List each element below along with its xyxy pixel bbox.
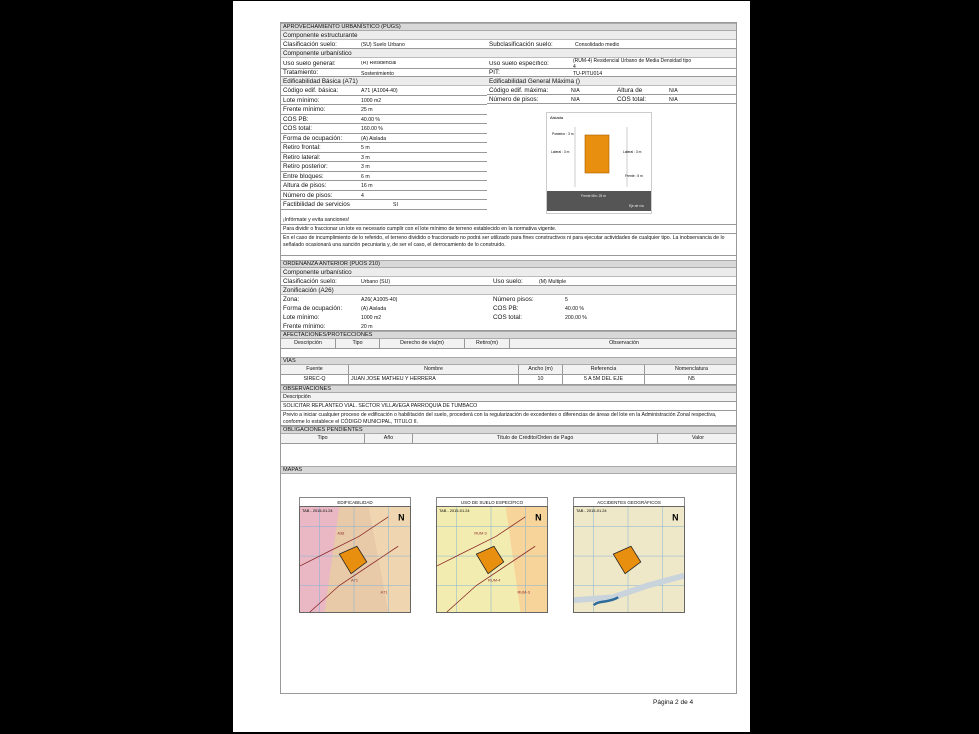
basica-value: 3 m	[361, 154, 370, 161]
pisos-max-row	[487, 95, 737, 104]
diagram-aislada-label: Aislada	[550, 115, 564, 120]
col-descripcion: Descripción	[283, 394, 311, 400]
table-row	[281, 153, 487, 163]
basica-label: COS total:	[283, 125, 313, 132]
note-text: En el caso de incumplimiento de lo referido, el terreno dividido o fraccionado no podrá ser utilizado para fines constructivos ni para ejecutar actividades de cualquier tipo. La inobservancia de lo señalado ocasionará una sanción pecuniaria y, de ser el caso, el derrocamiento de lo construido.	[283, 235, 725, 248]
table-row	[281, 115, 487, 125]
section-title: OBSERVACIONES	[283, 386, 331, 392]
table-row	[281, 200, 487, 210]
map-uso-suelo-svg	[436, 506, 548, 613]
subclasificacion-label: Subclasificación suelo:	[489, 41, 553, 48]
altura-value: N/A	[669, 88, 678, 94]
observacion-2	[281, 411, 736, 426]
edificabilidad-basica-header	[281, 77, 487, 86]
map-label: RUM-3	[474, 530, 487, 536]
uso-general-value: (R) Residencial	[361, 61, 397, 66]
basica-label: Frente mínimo:	[283, 106, 326, 113]
basica-label: Retiro frontal:	[283, 144, 321, 151]
tratamiento-value: Sostenimiento	[361, 71, 394, 77]
afectaciones-header	[281, 331, 736, 339]
informate-note	[281, 216, 736, 225]
basica-value: 40.00 %	[361, 116, 381, 123]
incumplimiento-note	[281, 234, 736, 256]
col-retiro: Retiro(m)	[465, 339, 510, 348]
ord-clasificacion-value: Urbano (SU)	[361, 279, 391, 285]
clasificacion-value: (SU) Suelo Urbano	[361, 42, 405, 48]
ord-forma-label: Forma de ocupación:	[283, 305, 343, 312]
basica-label: Código edif. básica:	[283, 87, 339, 94]
ord-numpisos-value: 5	[565, 297, 568, 303]
observaciones-header	[281, 385, 736, 393]
table-row	[281, 181, 487, 191]
basica-label: Altura de pisos:	[283, 182, 327, 189]
section-title: VÍAS	[283, 358, 296, 364]
col-anio: Año	[365, 434, 413, 443]
codigo-max-label: Código edif. máxima:	[489, 87, 549, 94]
clasificacion-row	[281, 40, 736, 49]
map-accidentes-svg	[573, 506, 685, 613]
col-descripcion: Descripción	[281, 339, 336, 348]
obligaciones-table-header	[281, 434, 736, 444]
basica-value: A71 (A1004-40)	[361, 88, 398, 94]
map-stamp: TAB - 2015-01.24	[576, 507, 607, 513]
subheader-label: Edificabilidad General Máxima ()	[489, 78, 580, 85]
col-referencia: Referencia	[563, 365, 645, 374]
col-valor: Valor	[692, 435, 704, 441]
basica-label: Número de pisos:	[283, 191, 333, 199]
table-row	[281, 172, 487, 182]
uso-row	[281, 58, 736, 69]
page-number: Página 2 de 4	[653, 699, 694, 706]
subheader-label: Componente urbanístico	[283, 50, 352, 57]
basica-label: COS PB:	[283, 115, 309, 123]
subclasificacion-value: Consolidado medio	[575, 42, 620, 48]
basica-value: 16 m	[361, 183, 373, 189]
section-title: OBLIGACIONES PENDIENTES	[283, 427, 363, 433]
note-text: ¡Infórmate y evita sanciones!	[283, 217, 350, 223]
table-row	[281, 86, 487, 96]
document-page	[233, 1, 750, 732]
lote-minimo-note	[281, 225, 736, 234]
cell-ancho: 10	[519, 375, 563, 384]
section-header-pugs	[281, 23, 736, 31]
col-titulo-credito: Título de Crédito/Orden de Pago	[413, 434, 658, 443]
cell-fuente: SIREC-Q	[281, 375, 349, 384]
codigo-max-value: N/A	[571, 88, 580, 94]
diagram-frente-label: Frente : 5 m	[625, 174, 643, 178]
diagram-lateral-left-label: Lateral : 3 m	[551, 150, 570, 154]
pisos-max-value: N/A	[571, 97, 580, 103]
map-label: RUM-4	[488, 577, 501, 583]
vias-table-header	[281, 365, 736, 375]
ordenanza-componente	[281, 268, 736, 277]
subheader-label: Edificabilidad Básica (A71)	[283, 78, 358, 85]
tratamiento-row	[281, 69, 736, 77]
basica-value: 160.00 %	[361, 126, 383, 132]
ord-numpisos-label: Número pisos:	[493, 296, 534, 303]
basica-value: (A) Aislada	[361, 135, 387, 142]
zona-label: Zona:	[283, 296, 300, 303]
ord-frente-value: 20 m	[361, 324, 373, 330]
ord-lote-value: 1000 m2	[361, 315, 382, 321]
table-row	[281, 105, 487, 115]
lote-row	[281, 313, 736, 322]
col-ancho: Ancho (m)	[519, 365, 563, 374]
ord-uso-value: (M) Multiple	[539, 279, 567, 285]
observaciones-desc-header	[281, 393, 736, 402]
section-title: AFECTACIONES/PROTECCIONES	[283, 332, 373, 338]
diagram-eje-label: Eje de vía	[629, 204, 644, 208]
basica-label: Retiro posterior:	[283, 163, 328, 170]
table-row	[281, 124, 487, 134]
subheader-label: Zonificación (A26)	[283, 287, 334, 294]
ord-cospb-value: 40.00 %	[565, 306, 585, 312]
pisos-max-label: Número de pisos:	[489, 96, 539, 103]
map-edificabilidad-svg	[299, 506, 411, 613]
map-title: USO DE SUELO ESPECÍFICO	[436, 497, 548, 506]
table-row	[281, 191, 487, 201]
col-nombre: Nombre	[349, 365, 519, 374]
table-row	[281, 96, 487, 106]
table-row	[281, 375, 736, 385]
vias-header	[281, 357, 736, 365]
table-row	[281, 162, 487, 172]
map-edificabilidad	[299, 497, 411, 613]
ord-costotal-value: 200.00 %	[565, 315, 587, 321]
col-observacion: Observación	[609, 340, 639, 346]
edificabilidad-general-header	[487, 77, 737, 86]
ord-forma-value: (A) Aislada	[361, 306, 387, 312]
ord-costotal-label: COS total:	[493, 314, 523, 321]
zona-row	[281, 295, 736, 304]
observacion-text: Previo a iniciar cualquier proceso de edificación o habilitación del suelo, procederá con la regularización de excedentes o diferencias de áreas del lote en la Administración Zonal respectiva, conforme lo establece el CÓDIGO MUNICIPAL, TITULO II.	[283, 412, 717, 425]
map-accidentes	[573, 497, 685, 613]
forma-row	[281, 304, 736, 313]
diagram-lateral-right-label: Lateral : 3 m	[623, 150, 642, 154]
ord-frente-label: Frente mínimo:	[283, 323, 326, 330]
cell-referencia: 5 A 5M DEL EJE	[563, 375, 645, 384]
aislada-diagram-svg	[547, 113, 651, 213]
note-text: Para dividir o fraccionar un lote es necesario cumplir con el lote mínimo de terreno establecido en la normativa vigente.	[283, 226, 557, 232]
col-derecho-via: Derecho de vía(m)	[380, 339, 465, 348]
afectaciones-table-header	[281, 339, 736, 349]
ord-clasificacion-label: Clasificación suelo:	[283, 278, 337, 285]
pit-label: PIT:	[489, 69, 500, 76]
pit-value: TU-PITU014	[573, 71, 603, 77]
uso-especifico-value: (RUM-4) Residencial Urbano de Media Densidad tipo 4	[573, 58, 692, 70]
basica-value: SI	[393, 202, 398, 208]
subheader-label: Componente estructurante	[283, 32, 358, 39]
map-label: A71	[380, 589, 388, 595]
frente-row	[281, 322, 736, 331]
basica-label: Lote mínimo:	[283, 96, 320, 104]
obligaciones-header	[281, 426, 736, 434]
ocupacion-diagram	[546, 112, 652, 214]
map-label: RUM-3	[517, 589, 530, 595]
tratamiento-label: Tratamiento:	[283, 69, 319, 76]
cos-max-value: N/A	[669, 97, 678, 103]
componente-urbanistico	[281, 49, 736, 58]
basica-value: 5 m	[361, 145, 370, 151]
report-frame	[280, 22, 737, 694]
north-arrow-icon: N	[398, 512, 405, 523]
uso-general-label: Uso suelo general:	[283, 61, 336, 67]
diagram-posterior-label: Posterior : 3 m	[552, 132, 574, 136]
table-row	[281, 143, 487, 153]
north-arrow-icon: N	[535, 512, 542, 523]
basica-value: 1000 m2	[361, 97, 382, 104]
basica-value: 3 m	[361, 164, 370, 170]
altura-label: Altura de	[617, 87, 643, 94]
map-label: A71	[351, 577, 359, 583]
building-footprint	[585, 135, 609, 173]
observacion-text: SOLICITAR REPLANTEO VIAL. SECTOR VILLAVEGA PARROQUIA DE TUMBACO	[283, 403, 478, 409]
north-arrow-icon: N	[672, 512, 679, 523]
basica-label: Retiro lateral:	[283, 153, 321, 161]
cell-nomenclatura: N5	[688, 376, 695, 382]
codigo-max-row	[487, 86, 737, 95]
table-row	[281, 134, 487, 144]
col-tipo: Tipo	[336, 339, 380, 348]
section-title: MAPAS	[283, 467, 303, 473]
mapas-header	[281, 466, 736, 474]
map-uso-suelo	[436, 497, 548, 613]
subheader-label: Componente urbanístico	[283, 269, 352, 276]
map-stamp: TAB - 2015-01.24	[439, 507, 470, 513]
map-stamp: TAB - 2015-01.24	[302, 507, 333, 513]
basica-label: Entre bloques:	[283, 172, 324, 180]
componente-estructurante	[281, 31, 736, 40]
basica-value: 25 m	[361, 107, 373, 113]
cell-nombre: JUAN JOSE MATHEU Y HERRERA	[349, 375, 519, 384]
uso-especifico-label: Uso suelo específico:	[489, 61, 549, 67]
ord-uso-label: Uso suelo:	[493, 278, 523, 285]
section-title: APROVECHAMIENTO URBANÍSTICO (PUGS)	[283, 24, 401, 30]
basica-value: 6 m	[361, 173, 370, 180]
map-title: EDIFICABILIDAD	[299, 497, 411, 506]
observacion-1	[281, 402, 736, 411]
basica-value: 4	[361, 192, 364, 199]
map-label: A38	[337, 530, 345, 536]
ordenanza-header	[281, 260, 736, 268]
basica-label: Forma de ocupación:	[283, 134, 343, 142]
col-tipo: Tipo	[281, 434, 365, 443]
clasificacion-label: Clasificación suelo:	[283, 41, 337, 48]
section-title: ORDENANZA ANTERIOR (PUOS 210)	[283, 261, 380, 267]
map-title: ACCIDENTES GEOGRÁFICOS	[573, 497, 685, 506]
diagram-frente-min-label: Frente Min: 25 m	[581, 194, 606, 198]
basica-label: Factibilidad de servicios	[283, 201, 350, 208]
col-fuente: Fuente	[281, 365, 349, 374]
zona-value: A26( A1005-40)	[361, 297, 398, 303]
ordenanza-clasificacion-row	[281, 277, 736, 286]
zonificacion-header	[281, 286, 736, 295]
ord-cospb-label: COS PB:	[493, 305, 519, 312]
cos-max-label: COS total:	[617, 96, 647, 103]
col-nomenclatura: Nomenclatura	[675, 366, 708, 372]
ord-lote-label: Lote mínimo:	[283, 314, 320, 321]
